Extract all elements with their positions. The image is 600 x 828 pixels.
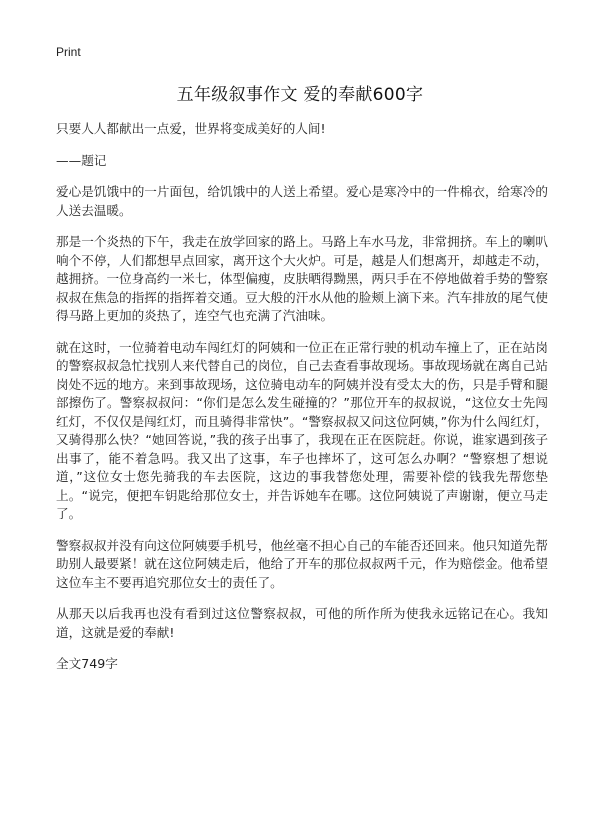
article-title: 五年级叙事作文 爱的奉献600字: [176, 85, 424, 105]
word-count: 全文749字: [56, 656, 118, 671]
article-body: [56, 120, 548, 687]
paragraph: 就在这时，一位骑着电动车闯红灯的阿姨和一位正在正常行驶的机动车撞上了，正在站岗的警察叔叔急忙找别人来代替自己的岗位，自己去查看事故现场。事故现场就在离自己站岗处不远的地方。来到事故现场，这位骑电动车的阿姨并没有受太大的伤，只是手臂和腿部擦伤了。警察叔叔问：“你们是怎么发生碰撞的？”那位开车的叔叔说，“这位女士先闯红灯，不仅仅是闯红灯，而且骑得非常快”。“警察叔叔又问这位阿姨，”你为什么闯红灯，又骑得那么快？“她回答说，”我的孩子出事了，我现在正在医院赶。你说，谁家遇到孩子出事了，能不着急吗。我又出了这事，车子也摔坏了，这可怎么办啊？“警察想了想说道，”这位女士您先骑我的车去医院，这边的事我替您处理，需要补偿的钱我先帮您垫上。“说完，便把车钥匙给那位女士，并告诉她车在哪。这位阿姨说了声谢谢，便立马走了。: [56, 339, 548, 521]
paragraph: 那是一个炎热的下午，我走在放学回家的路上。马路上车水马龙，非常拥挤。车上的喇叭响个不停，人们都想早点回家，离开这个大火炉。可是，越是人们想离开，却越走不动，越拥挤。一位身高约一米七，体型偏瘦，皮肤晒得黝黑，两只手在不停地做着手势的警察叔叔在焦急的指挥的指挥着交通。豆大般的汗水从他的脸颊上滴下来。汽车排放的尾气使得马路上更加的炎热了，连空气也充满了汽油味。: [56, 234, 548, 323]
print-link[interactable]: Print: [56, 45, 81, 59]
paragraph: 爱心是饥饿中的一片面包，给饥饿中的人送上希望。爱心是寒冷中的一件棉衣，给寒冷的人送去温暖。: [56, 184, 548, 218]
epigraph-attribution: ——题记: [56, 152, 107, 168]
paragraph: 警察叔叔并没有向这位阿姨要手机号，他丝毫不担心自己的车能否还回来。他只知道先帮助别人最要紧！就在这位阿姨走后，他给了开车的那位叔叔两千元，作为赔偿金。他希望这位车主不要再追究那位女士的责任了。: [56, 537, 548, 590]
paragraph: 从那天以后我再也没有看到过这位警察叔叔，可他的所作所为使我永远铭记在心。我知道，这就是爱的奉献!: [56, 606, 548, 640]
epigraph: 只要人人都献出一点爱，世界将变成美好的人间!: [56, 121, 326, 136]
